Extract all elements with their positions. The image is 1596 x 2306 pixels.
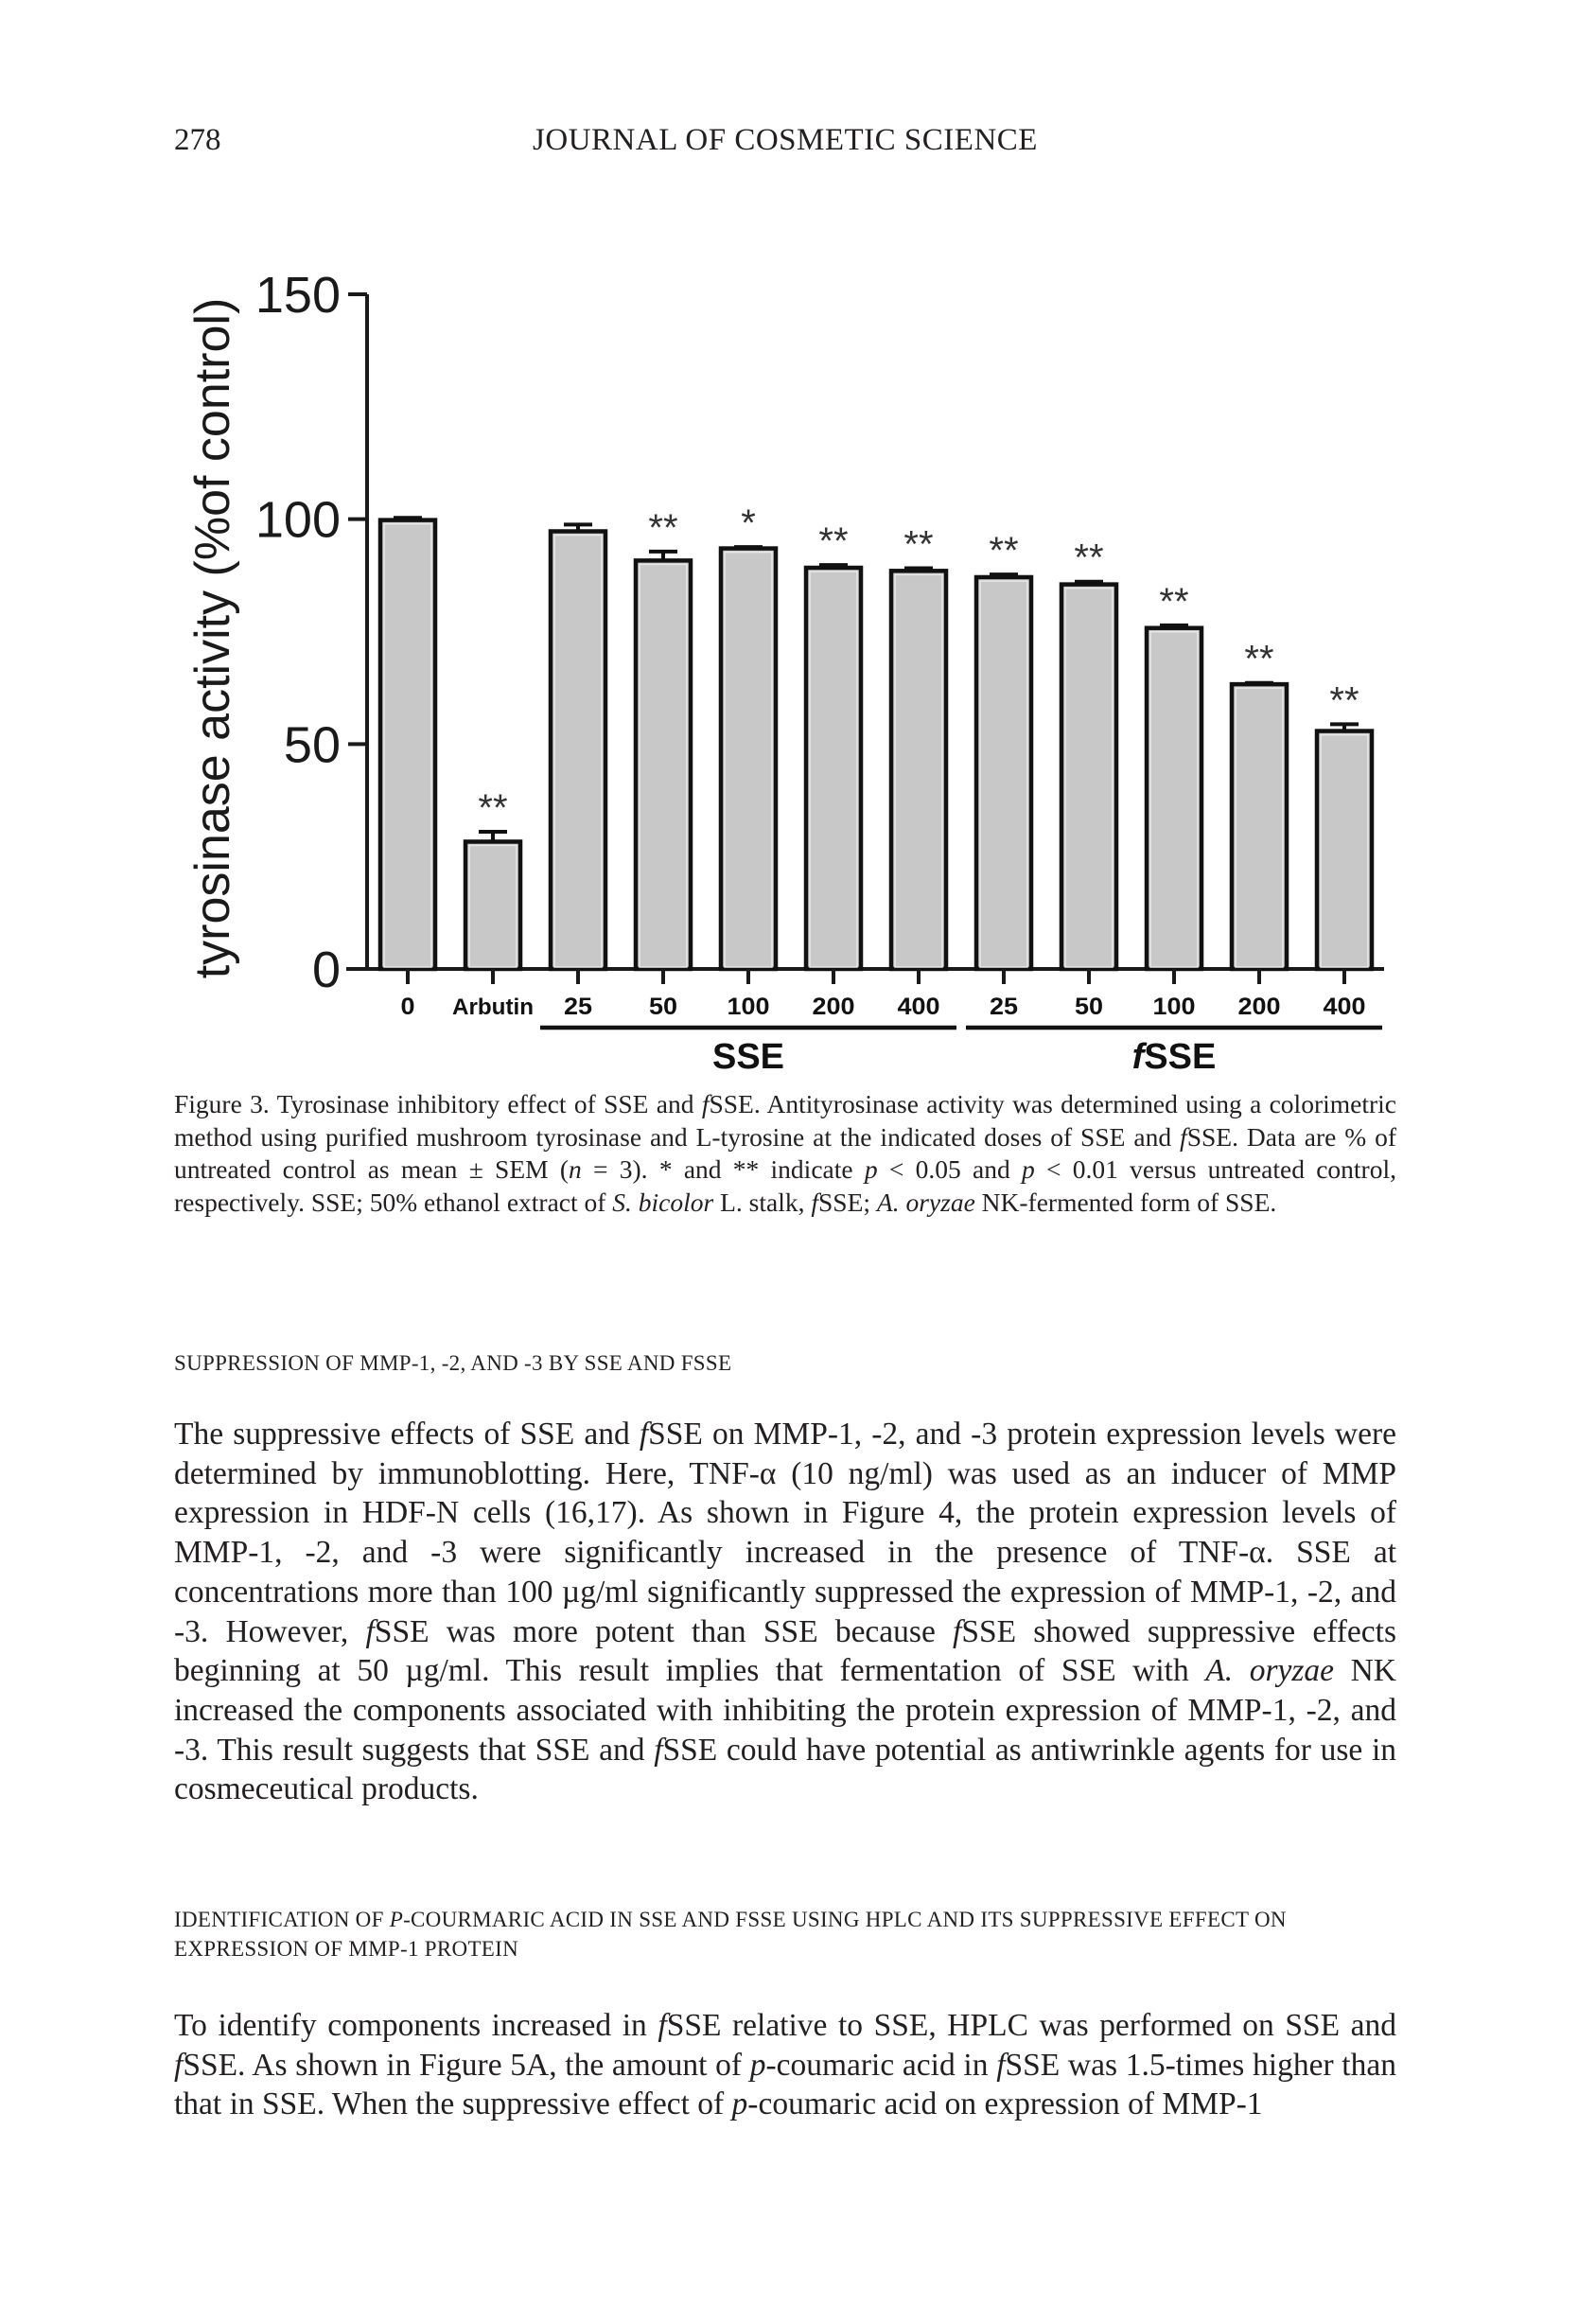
x-category-label: 400 xyxy=(897,994,940,1020)
paragraph-mmp-suppression: The suppressive effects of SSE and fSSE on MMP-1, -2, and -3 protein expression levels were determined by immunoblotting. Here, TNF-α (10 ng/ml) was used as an inducer of MMP expression in HDF-N cells (16,17). As shown in Figure 4, the protein expression levels of MMP-1, -2, and -3 were significantly increased in the presence of TNF-α. SSE at concentrations more than 100 µg/ml significantly suppressed the expression of MMP-1, -2, and -3. However, fSSE was more potent than SSE because fSSE showed suppressive effects beginning at 50 µg/ml. This result implies that fermentation of SSE with A. oryzae NK increased the components associated with inhibiting the protein expression of MMP-1, -2, and -3. This result suggests that SSE and fSSE could have potential as antiwrinkle agents for use in cosmeceutical products. xyxy=(174,1417,1396,1807)
x-category-label: 50 xyxy=(649,994,677,1020)
bar xyxy=(891,571,946,969)
caption-text: Tyrosinase inhibitory effect of SSE and fSSE. Antityrosinase activity was determined using a colorimetric method using purified mushroom tyrosinase and L-tyrosine at the indicated doses of SSE and fSSE. Data are % of untreated control as mean ± SEM (n = 3). * and ** indicate p < 0.05 and p < 0.01 versus untreated control, respectively. SSE; 50% ethanol extract of S. bicolor L. stalk, fSSE; A. oryzae NK-fermented form of SSE. xyxy=(174,1089,1397,1217)
x-category-label: 200 xyxy=(1237,994,1281,1020)
section-heading-mmp-suppression: SUPPRESSION OF MMP-1, -2, AND -3 BY SSE AND FSSE xyxy=(174,1351,732,1375)
paragraph-p-coumaric-hplc: To identify components increased in fSSE relative to SSE, HPLC was performed on SSE and fSSE. As shown in Figure 5A, the amount of p-coumaric acid in fSSE was 1.5-times higher than that in SSE. When the suppressive effect of p-coumaric acid on expression of MMP-1 xyxy=(174,2008,1397,2122)
x-category-label: 25 xyxy=(564,994,593,1020)
bar xyxy=(806,568,861,969)
bar xyxy=(380,520,435,969)
x-category-label: 400 xyxy=(1323,994,1366,1020)
y-tick-label: 50 xyxy=(283,716,341,774)
x-category-label: 0 xyxy=(400,994,415,1020)
significance-marker: ** xyxy=(818,520,849,563)
y-axis-label: tyrosinase activity (%of control) xyxy=(185,297,240,979)
x-category-label: 200 xyxy=(812,994,855,1020)
section-heading-p-coumaric-hplc: IDENTIFICATION OF P-COURMARIC ACID IN SSE AND FSSE USING HPLC AND ITS SUPPRESSIVE EFFECT ON EXPRESSION OF MMP-1 PROTEIN xyxy=(174,1908,1287,1961)
bar xyxy=(721,549,776,969)
bar xyxy=(1232,684,1287,969)
journal-title: JOURNAL OF COSMETIC SCIENCE xyxy=(533,123,1038,157)
running-head xyxy=(174,123,1396,165)
group-label: fSSE xyxy=(1131,1037,1217,1077)
chart-canvas xyxy=(161,227,1410,1098)
y-tick-label: 150 xyxy=(254,267,341,324)
significance-marker: ** xyxy=(1244,638,1274,680)
bar xyxy=(551,532,605,969)
x-category-label: Arbutin xyxy=(452,995,534,1020)
x-category-label: 100 xyxy=(727,994,770,1020)
y-tick-label: 0 xyxy=(311,942,341,998)
significance-marker: ** xyxy=(1329,679,1359,722)
bar xyxy=(976,577,1031,969)
x-category-label: 100 xyxy=(1152,994,1196,1020)
x-category-label: 25 xyxy=(990,994,1019,1020)
page-number: 278 xyxy=(174,123,221,157)
significance-marker: ** xyxy=(648,506,678,549)
bar xyxy=(1147,628,1201,969)
significance-marker: ** xyxy=(1159,580,1189,623)
bar xyxy=(636,560,691,969)
group-label: SSE xyxy=(711,1037,785,1077)
x-category-label: 50 xyxy=(1075,994,1103,1020)
significance-marker: ** xyxy=(903,523,934,566)
figure-caption xyxy=(174,1088,1396,1219)
significance-marker: ** xyxy=(478,787,508,830)
bar xyxy=(1061,585,1116,969)
bar xyxy=(1317,731,1372,969)
significance-marker: ** xyxy=(1074,537,1104,579)
figure-label: Figure 3. xyxy=(174,1089,270,1118)
bar xyxy=(465,841,520,969)
figure-3-bar-chart xyxy=(161,227,1410,1098)
significance-marker: * xyxy=(741,502,756,545)
significance-marker: ** xyxy=(989,530,1019,572)
y-tick-label: 100 xyxy=(254,491,341,549)
